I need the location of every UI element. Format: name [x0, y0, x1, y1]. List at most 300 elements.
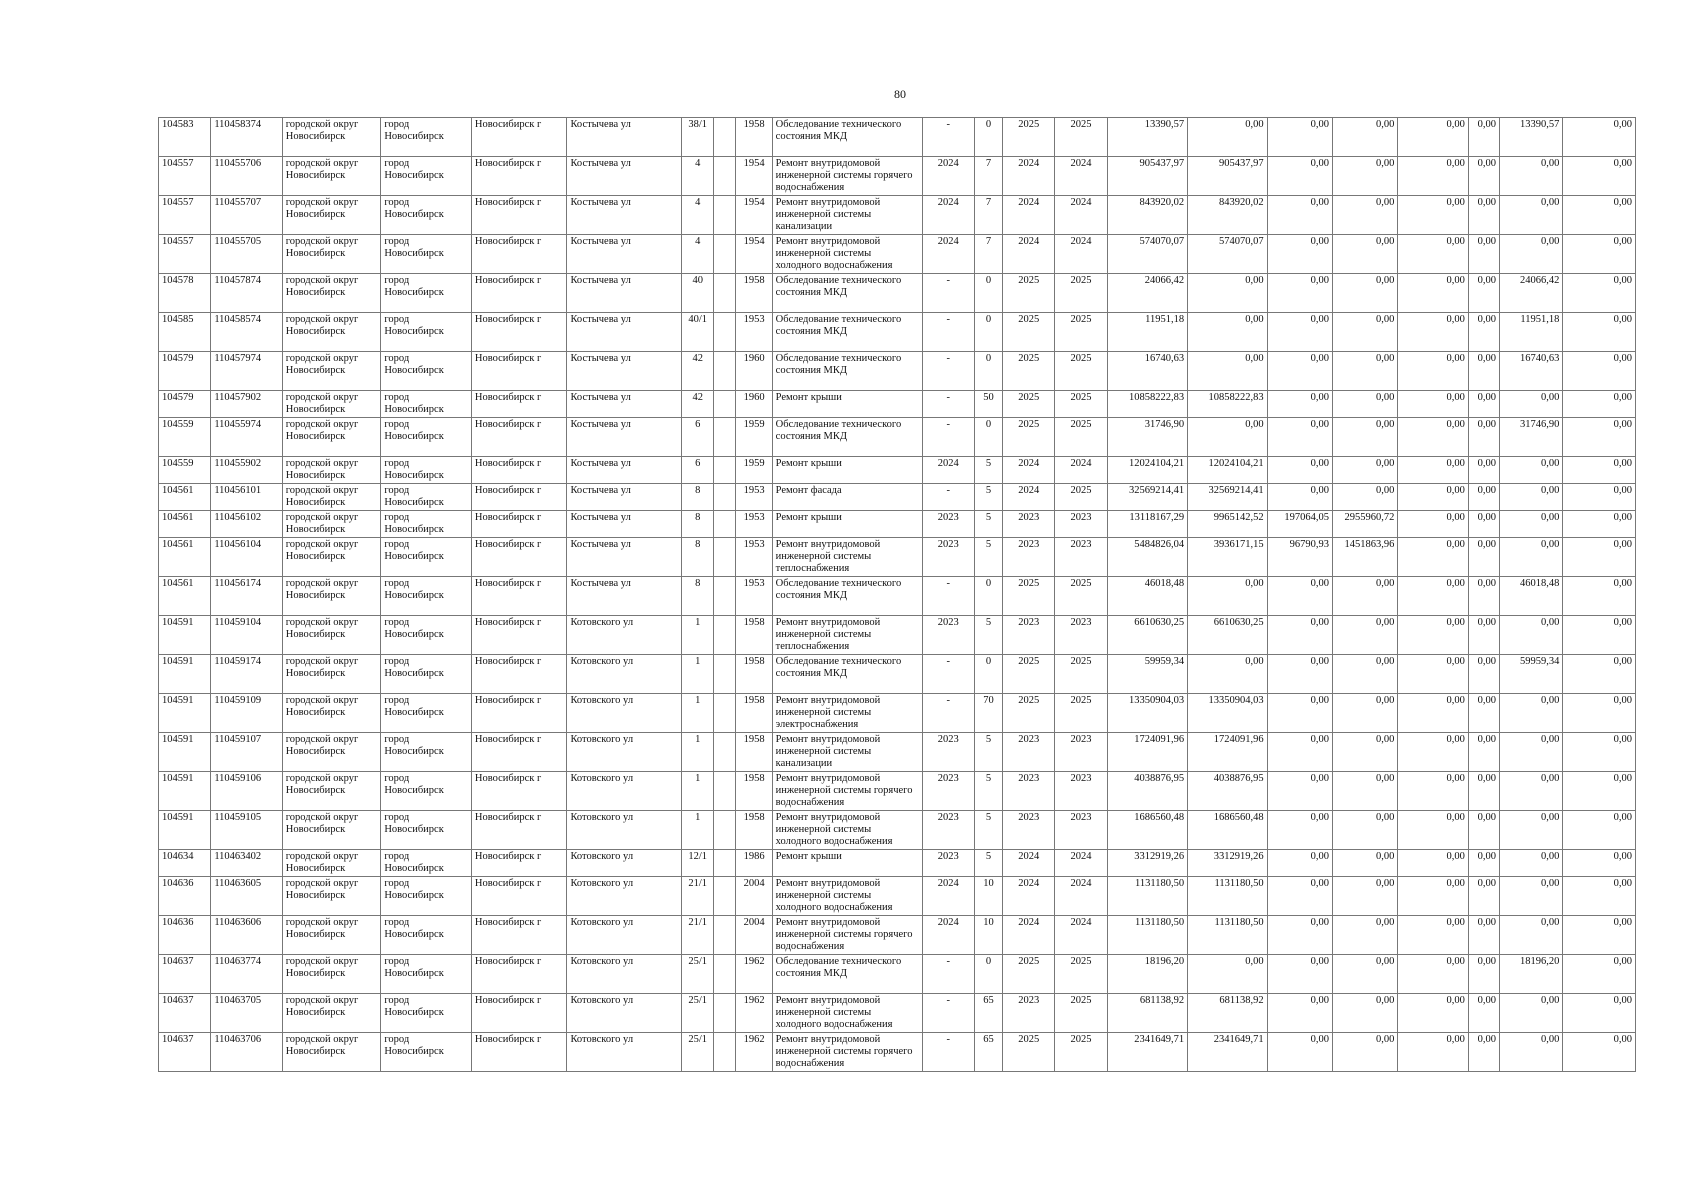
- cell-house-letter: [714, 955, 736, 994]
- cell-owners-funds: 0,00: [1398, 484, 1468, 511]
- cell-wear-percent: 0: [974, 655, 1002, 694]
- cell-survey-cost: 31746,90: [1500, 418, 1563, 457]
- cell-street: Костычева ул: [567, 235, 682, 274]
- cell-local-budget: 0,00: [1333, 577, 1398, 616]
- cell-house-letter: [714, 850, 736, 877]
- cell-house-number: 4: [682, 196, 714, 235]
- cell-program-row-id: 104591: [159, 811, 211, 850]
- cell-total-cost: 13390,57: [1107, 118, 1187, 157]
- cell-owners-funds: 0,00: [1398, 811, 1468, 850]
- cell-end-year: 2025: [1055, 577, 1107, 616]
- cell-regional-budget: 0,00: [1267, 484, 1332, 511]
- cell-house-number: 8: [682, 511, 714, 538]
- cell-extra-funds: 0,00: [1563, 994, 1636, 1033]
- cell-last-repair-year: 2023: [922, 733, 974, 772]
- cell-settlement: город Новосибирск: [381, 616, 472, 655]
- cell-house-number: 1: [682, 655, 714, 694]
- cell-regional-budget: 0,00: [1267, 157, 1332, 196]
- cell-other-funds: 0,00: [1468, 118, 1499, 157]
- cell-municipal-district: городской округ Новосибирск: [282, 118, 381, 157]
- cell-extra-funds: 0,00: [1563, 694, 1636, 733]
- cell-other-funds: 0,00: [1468, 391, 1499, 418]
- cell-survey-cost: 0,00: [1500, 484, 1563, 511]
- cell-end-year: 2023: [1055, 772, 1107, 811]
- cell-work-type: Ремонт внутридомовой инженерной системы электроснабжения: [772, 694, 922, 733]
- cell-municipal-district: городской округ Новосибирск: [282, 313, 381, 352]
- cell-municipal-district: городской округ Новосибирск: [282, 733, 381, 772]
- cell-program-row-id: 104637: [159, 994, 211, 1033]
- cell-settlement: город Новосибирск: [381, 196, 472, 235]
- cell-local-budget: 0,00: [1333, 196, 1398, 235]
- table-row: [159, 274, 1636, 313]
- cell-program-row-id: 104591: [159, 694, 211, 733]
- cell-other-funds: 0,00: [1468, 484, 1499, 511]
- cell-municipal-district: городской округ Новосибирск: [282, 577, 381, 616]
- cell-total-cost: 1131180,50: [1107, 877, 1187, 916]
- cell-fund-cost: 12024104,21: [1188, 457, 1267, 484]
- cell-municipal-district: городской округ Новосибирск: [282, 955, 381, 994]
- cell-house-number: 40/1: [682, 313, 714, 352]
- table-row: [159, 577, 1636, 616]
- cell-municipal-district: городской округ Новосибирск: [282, 850, 381, 877]
- cell-house-number: 25/1: [682, 955, 714, 994]
- cell-house-letter: [714, 313, 736, 352]
- cell-fund-cost: 10858222,83: [1188, 391, 1267, 418]
- cell-total-cost: 11951,18: [1107, 313, 1187, 352]
- cell-extra-funds: 0,00: [1563, 1033, 1636, 1072]
- cell-house-letter: [714, 235, 736, 274]
- cell-build-year: 1953: [736, 484, 772, 511]
- cell-house-letter: [714, 118, 736, 157]
- cell-last-repair-year: -: [922, 118, 974, 157]
- cell-extra-funds: 0,00: [1563, 538, 1636, 577]
- cell-start-year: 2025: [1003, 313, 1055, 352]
- cell-street: Костычева ул: [567, 418, 682, 457]
- cell-start-year: 2025: [1003, 955, 1055, 994]
- cell-settlement: город Новосибирск: [381, 457, 472, 484]
- cell-last-repair-year: -: [922, 391, 974, 418]
- cell-object-id: 110456174: [211, 577, 282, 616]
- cell-wear-percent: 70: [974, 694, 1002, 733]
- cell-object-id: 110459106: [211, 772, 282, 811]
- cell-wear-percent: 0: [974, 577, 1002, 616]
- cell-local-budget: 0,00: [1333, 352, 1398, 391]
- table-row: [159, 916, 1636, 955]
- cell-wear-percent: 7: [974, 235, 1002, 274]
- cell-start-year: 2025: [1003, 655, 1055, 694]
- cell-total-cost: 59959,34: [1107, 655, 1187, 694]
- cell-house-letter: [714, 811, 736, 850]
- cell-house-number: 12/1: [682, 850, 714, 877]
- cell-locality: Новосибирск г: [471, 733, 567, 772]
- cell-settlement: город Новосибирск: [381, 955, 472, 994]
- cell-local-budget: 0,00: [1333, 418, 1398, 457]
- cell-start-year: 2024: [1003, 235, 1055, 274]
- cell-program-row-id: 104559: [159, 418, 211, 457]
- cell-fund-cost: 574070,07: [1188, 235, 1267, 274]
- cell-build-year: 1958: [736, 274, 772, 313]
- cell-last-repair-year: -: [922, 484, 974, 511]
- cell-street: Котовского ул: [567, 994, 682, 1033]
- cell-locality: Новосибирск г: [471, 196, 567, 235]
- cell-house-letter: [714, 391, 736, 418]
- capital-repair-table: [158, 117, 1636, 1072]
- cell-wear-percent: 5: [974, 538, 1002, 577]
- cell-regional-budget: 0,00: [1267, 457, 1332, 484]
- cell-last-repair-year: -: [922, 274, 974, 313]
- cell-last-repair-year: -: [922, 994, 974, 1033]
- cell-fund-cost: 3936171,15: [1188, 538, 1267, 577]
- cell-build-year: 1953: [736, 577, 772, 616]
- cell-house-number: 4: [682, 235, 714, 274]
- cell-start-year: 2025: [1003, 274, 1055, 313]
- cell-last-repair-year: -: [922, 1033, 974, 1072]
- cell-street: Костычева ул: [567, 511, 682, 538]
- cell-municipal-district: городской округ Новосибирск: [282, 391, 381, 418]
- cell-object-id: 110455706: [211, 157, 282, 196]
- cell-street: Костычева ул: [567, 118, 682, 157]
- cell-other-funds: 0,00: [1468, 538, 1499, 577]
- cell-other-funds: 0,00: [1468, 655, 1499, 694]
- cell-other-funds: 0,00: [1468, 196, 1499, 235]
- page-number: 80: [894, 87, 906, 101]
- cell-last-repair-year: 2024: [922, 916, 974, 955]
- cell-total-cost: 1724091,96: [1107, 733, 1187, 772]
- cell-fund-cost: 13350904,03: [1188, 694, 1267, 733]
- cell-survey-cost: 0,00: [1500, 850, 1563, 877]
- cell-house-letter: [714, 655, 736, 694]
- cell-wear-percent: 65: [974, 1033, 1002, 1072]
- cell-fund-cost: 1686560,48: [1188, 811, 1267, 850]
- cell-settlement: город Новосибирск: [381, 994, 472, 1033]
- cell-street: Костычева ул: [567, 577, 682, 616]
- cell-owners-funds: 0,00: [1398, 916, 1468, 955]
- cell-survey-cost: 0,00: [1500, 994, 1563, 1033]
- cell-municipal-district: городской округ Новосибирск: [282, 616, 381, 655]
- cell-extra-funds: 0,00: [1563, 391, 1636, 418]
- table-row: [159, 655, 1636, 694]
- cell-regional-budget: 0,00: [1267, 352, 1332, 391]
- cell-survey-cost: 13390,57: [1500, 118, 1563, 157]
- cell-owners-funds: 0,00: [1398, 655, 1468, 694]
- cell-other-funds: 0,00: [1468, 235, 1499, 274]
- cell-extra-funds: 0,00: [1563, 955, 1636, 994]
- cell-wear-percent: 0: [974, 274, 1002, 313]
- cell-local-budget: 1451863,96: [1333, 538, 1398, 577]
- cell-extra-funds: 0,00: [1563, 352, 1636, 391]
- cell-regional-budget: 0,00: [1267, 916, 1332, 955]
- cell-extra-funds: 0,00: [1563, 274, 1636, 313]
- cell-object-id: 110455902: [211, 457, 282, 484]
- cell-settlement: город Новосибирск: [381, 235, 472, 274]
- table-row: [159, 457, 1636, 484]
- cell-locality: Новосибирск г: [471, 616, 567, 655]
- cell-house-number: 25/1: [682, 1033, 714, 1072]
- cell-owners-funds: 0,00: [1398, 955, 1468, 994]
- cell-object-id: 110463606: [211, 916, 282, 955]
- cell-settlement: город Новосибирск: [381, 538, 472, 577]
- cell-fund-cost: 9965142,52: [1188, 511, 1267, 538]
- cell-municipal-district: городской округ Новосибирск: [282, 1033, 381, 1072]
- cell-build-year: 1960: [736, 352, 772, 391]
- cell-work-type: Ремонт внутридомовой инженерной системы горячего водоснабжения: [772, 916, 922, 955]
- cell-last-repair-year: 2024: [922, 457, 974, 484]
- cell-last-repair-year: 2023: [922, 538, 974, 577]
- cell-extra-funds: 0,00: [1563, 916, 1636, 955]
- cell-survey-cost: 0,00: [1500, 511, 1563, 538]
- cell-house-letter: [714, 733, 736, 772]
- cell-street: Котовского ул: [567, 772, 682, 811]
- cell-survey-cost: 18196,20: [1500, 955, 1563, 994]
- cell-total-cost: 574070,07: [1107, 235, 1187, 274]
- cell-municipal-district: городской округ Новосибирск: [282, 877, 381, 916]
- cell-program-row-id: 104636: [159, 877, 211, 916]
- cell-object-id: 110459174: [211, 655, 282, 694]
- cell-house-letter: [714, 577, 736, 616]
- table-row: [159, 877, 1636, 916]
- cell-regional-budget: 0,00: [1267, 418, 1332, 457]
- table-row: [159, 235, 1636, 274]
- cell-survey-cost: 0,00: [1500, 694, 1563, 733]
- cell-wear-percent: 0: [974, 313, 1002, 352]
- cell-build-year: 1958: [736, 772, 772, 811]
- cell-house-number: 6: [682, 418, 714, 457]
- cell-work-type: Обследование технического состояния МКД: [772, 118, 922, 157]
- cell-wear-percent: 5: [974, 850, 1002, 877]
- cell-end-year: 2025: [1055, 955, 1107, 994]
- cell-settlement: город Новосибирск: [381, 655, 472, 694]
- cell-municipal-district: городской округ Новосибирск: [282, 694, 381, 733]
- cell-street: Костычева ул: [567, 484, 682, 511]
- cell-locality: Новосибирск г: [471, 955, 567, 994]
- table-row: [159, 616, 1636, 655]
- cell-municipal-district: городской округ Новосибирск: [282, 418, 381, 457]
- cell-other-funds: 0,00: [1468, 616, 1499, 655]
- cell-last-repair-year: -: [922, 418, 974, 457]
- cell-fund-cost: 843920,02: [1188, 196, 1267, 235]
- cell-total-cost: 32569214,41: [1107, 484, 1187, 511]
- cell-house-letter: [714, 352, 736, 391]
- cell-municipal-district: городской округ Новосибирск: [282, 352, 381, 391]
- cell-house-number: 4: [682, 157, 714, 196]
- cell-local-budget: 0,00: [1333, 1033, 1398, 1072]
- cell-start-year: 2023: [1003, 811, 1055, 850]
- cell-settlement: город Новосибирск: [381, 157, 472, 196]
- cell-local-budget: 0,00: [1333, 850, 1398, 877]
- cell-program-row-id: 104591: [159, 772, 211, 811]
- cell-other-funds: 0,00: [1468, 274, 1499, 313]
- cell-fund-cost: 0,00: [1188, 118, 1267, 157]
- cell-other-funds: 0,00: [1468, 733, 1499, 772]
- cell-other-funds: 0,00: [1468, 457, 1499, 484]
- table-row: [159, 733, 1636, 772]
- cell-settlement: город Новосибирск: [381, 511, 472, 538]
- cell-house-letter: [714, 877, 736, 916]
- cell-total-cost: 46018,48: [1107, 577, 1187, 616]
- cell-fund-cost: 0,00: [1188, 955, 1267, 994]
- cell-build-year: 1959: [736, 457, 772, 484]
- cell-owners-funds: 0,00: [1398, 538, 1468, 577]
- cell-extra-funds: 0,00: [1563, 196, 1636, 235]
- cell-build-year: 1959: [736, 418, 772, 457]
- cell-wear-percent: 7: [974, 196, 1002, 235]
- cell-build-year: 1953: [736, 511, 772, 538]
- cell-end-year: 2023: [1055, 616, 1107, 655]
- cell-work-type: Ремонт крыши: [772, 391, 922, 418]
- cell-program-row-id: 104561: [159, 577, 211, 616]
- table-row: [159, 118, 1636, 157]
- cell-house-number: 6: [682, 457, 714, 484]
- cell-locality: Новосибирск г: [471, 655, 567, 694]
- cell-owners-funds: 0,00: [1398, 877, 1468, 916]
- cell-total-cost: 6610630,25: [1107, 616, 1187, 655]
- cell-house-number: 8: [682, 538, 714, 577]
- cell-program-row-id: 104561: [159, 511, 211, 538]
- cell-program-row-id: 104583: [159, 118, 211, 157]
- table-row: [159, 196, 1636, 235]
- cell-other-funds: 0,00: [1468, 511, 1499, 538]
- cell-object-id: 110463774: [211, 955, 282, 994]
- cell-extra-funds: 0,00: [1563, 655, 1636, 694]
- cell-house-letter: [714, 274, 736, 313]
- cell-end-year: 2024: [1055, 235, 1107, 274]
- cell-survey-cost: 59959,34: [1500, 655, 1563, 694]
- cell-total-cost: 2341649,71: [1107, 1033, 1187, 1072]
- cell-other-funds: 0,00: [1468, 352, 1499, 391]
- cell-regional-budget: 96790,93: [1267, 538, 1332, 577]
- table-row: [159, 694, 1636, 733]
- cell-owners-funds: 0,00: [1398, 850, 1468, 877]
- cell-total-cost: 5484826,04: [1107, 538, 1187, 577]
- cell-start-year: 2024: [1003, 157, 1055, 196]
- cell-work-type: Ремонт внутридомовой инженерной системы горячего водоснабжения: [772, 157, 922, 196]
- cell-work-type: Ремонт внутридомовой инженерной системы теплоснабжения: [772, 616, 922, 655]
- cell-fund-cost: 0,00: [1188, 655, 1267, 694]
- cell-last-repair-year: -: [922, 352, 974, 391]
- cell-municipal-district: городской округ Новосибирск: [282, 511, 381, 538]
- cell-build-year: 1954: [736, 157, 772, 196]
- cell-regional-budget: 0,00: [1267, 1033, 1332, 1072]
- cell-regional-budget: 0,00: [1267, 772, 1332, 811]
- cell-work-type: Ремонт крыши: [772, 457, 922, 484]
- cell-end-year: 2025: [1055, 418, 1107, 457]
- cell-house-number: 40: [682, 274, 714, 313]
- cell-wear-percent: 7: [974, 157, 1002, 196]
- cell-regional-budget: 0,00: [1267, 694, 1332, 733]
- cell-street: Костычева ул: [567, 274, 682, 313]
- cell-end-year: 2025: [1055, 655, 1107, 694]
- cell-settlement: город Новосибирск: [381, 772, 472, 811]
- cell-program-row-id: 104579: [159, 391, 211, 418]
- cell-start-year: 2024: [1003, 916, 1055, 955]
- cell-work-type: Ремонт внутридомовой инженерной системы теплоснабжения: [772, 538, 922, 577]
- cell-object-id: 110456104: [211, 538, 282, 577]
- cell-object-id: 110459107: [211, 733, 282, 772]
- cell-end-year: 2023: [1055, 538, 1107, 577]
- cell-settlement: город Новосибирск: [381, 484, 472, 511]
- cell-program-row-id: 104591: [159, 616, 211, 655]
- cell-local-budget: 0,00: [1333, 274, 1398, 313]
- cell-last-repair-year: -: [922, 655, 974, 694]
- cell-object-id: 110456102: [211, 511, 282, 538]
- cell-work-type: Обследование технического состояния МКД: [772, 955, 922, 994]
- cell-regional-budget: 0,00: [1267, 274, 1332, 313]
- cell-local-budget: 0,00: [1333, 733, 1398, 772]
- table-row: [159, 850, 1636, 877]
- cell-local-budget: 0,00: [1333, 157, 1398, 196]
- cell-object-id: 110463402: [211, 850, 282, 877]
- cell-house-letter: [714, 694, 736, 733]
- cell-extra-funds: 0,00: [1563, 235, 1636, 274]
- cell-settlement: город Новосибирск: [381, 850, 472, 877]
- cell-end-year: 2024: [1055, 157, 1107, 196]
- cell-end-year: 2024: [1055, 457, 1107, 484]
- cell-start-year: 2025: [1003, 352, 1055, 391]
- cell-owners-funds: 0,00: [1398, 157, 1468, 196]
- cell-start-year: 2023: [1003, 538, 1055, 577]
- cell-street: Котовского ул: [567, 877, 682, 916]
- cell-municipal-district: городской округ Новосибирск: [282, 655, 381, 694]
- cell-settlement: город Новосибирск: [381, 694, 472, 733]
- cell-street: Котовского ул: [567, 1033, 682, 1072]
- cell-street: Котовского ул: [567, 694, 682, 733]
- cell-build-year: 1954: [736, 196, 772, 235]
- cell-wear-percent: 50: [974, 391, 1002, 418]
- cell-fund-cost: 2341649,71: [1188, 1033, 1267, 1072]
- cell-regional-budget: 0,00: [1267, 391, 1332, 418]
- cell-build-year: 1958: [736, 118, 772, 157]
- cell-fund-cost: 1131180,50: [1188, 877, 1267, 916]
- cell-street: Котовского ул: [567, 916, 682, 955]
- cell-end-year: 2025: [1055, 118, 1107, 157]
- cell-wear-percent: 5: [974, 511, 1002, 538]
- cell-fund-cost: 32569214,41: [1188, 484, 1267, 511]
- cell-work-type: Ремонт внутридомовой инженерной системы холодного водоснабжения: [772, 877, 922, 916]
- cell-survey-cost: 0,00: [1500, 457, 1563, 484]
- cell-start-year: 2023: [1003, 772, 1055, 811]
- cell-house-number: 42: [682, 352, 714, 391]
- cell-street: Котовского ул: [567, 655, 682, 694]
- cell-object-id: 110455707: [211, 196, 282, 235]
- cell-build-year: 1986: [736, 850, 772, 877]
- cell-fund-cost: 0,00: [1188, 418, 1267, 457]
- cell-start-year: 2025: [1003, 418, 1055, 457]
- cell-fund-cost: 905437,97: [1188, 157, 1267, 196]
- cell-house-number: 1: [682, 811, 714, 850]
- cell-start-year: 2025: [1003, 1033, 1055, 1072]
- cell-house-letter: [714, 418, 736, 457]
- cell-build-year: 1958: [736, 616, 772, 655]
- cell-last-repair-year: -: [922, 577, 974, 616]
- cell-object-id: 110456101: [211, 484, 282, 511]
- cell-program-row-id: 104591: [159, 733, 211, 772]
- cell-start-year: 2024: [1003, 196, 1055, 235]
- cell-start-year: 2023: [1003, 511, 1055, 538]
- cell-object-id: 110457974: [211, 352, 282, 391]
- cell-extra-funds: 0,00: [1563, 811, 1636, 850]
- cell-house-number: 42: [682, 391, 714, 418]
- cell-wear-percent: 5: [974, 772, 1002, 811]
- cell-end-year: 2023: [1055, 811, 1107, 850]
- cell-build-year: 2004: [736, 877, 772, 916]
- cell-start-year: 2023: [1003, 994, 1055, 1033]
- cell-municipal-district: городской округ Новосибирск: [282, 772, 381, 811]
- cell-local-budget: 2955960,72: [1333, 511, 1398, 538]
- cell-locality: Новосибирск г: [471, 391, 567, 418]
- cell-start-year: 2025: [1003, 391, 1055, 418]
- cell-wear-percent: 5: [974, 733, 1002, 772]
- cell-work-type: Ремонт фасада: [772, 484, 922, 511]
